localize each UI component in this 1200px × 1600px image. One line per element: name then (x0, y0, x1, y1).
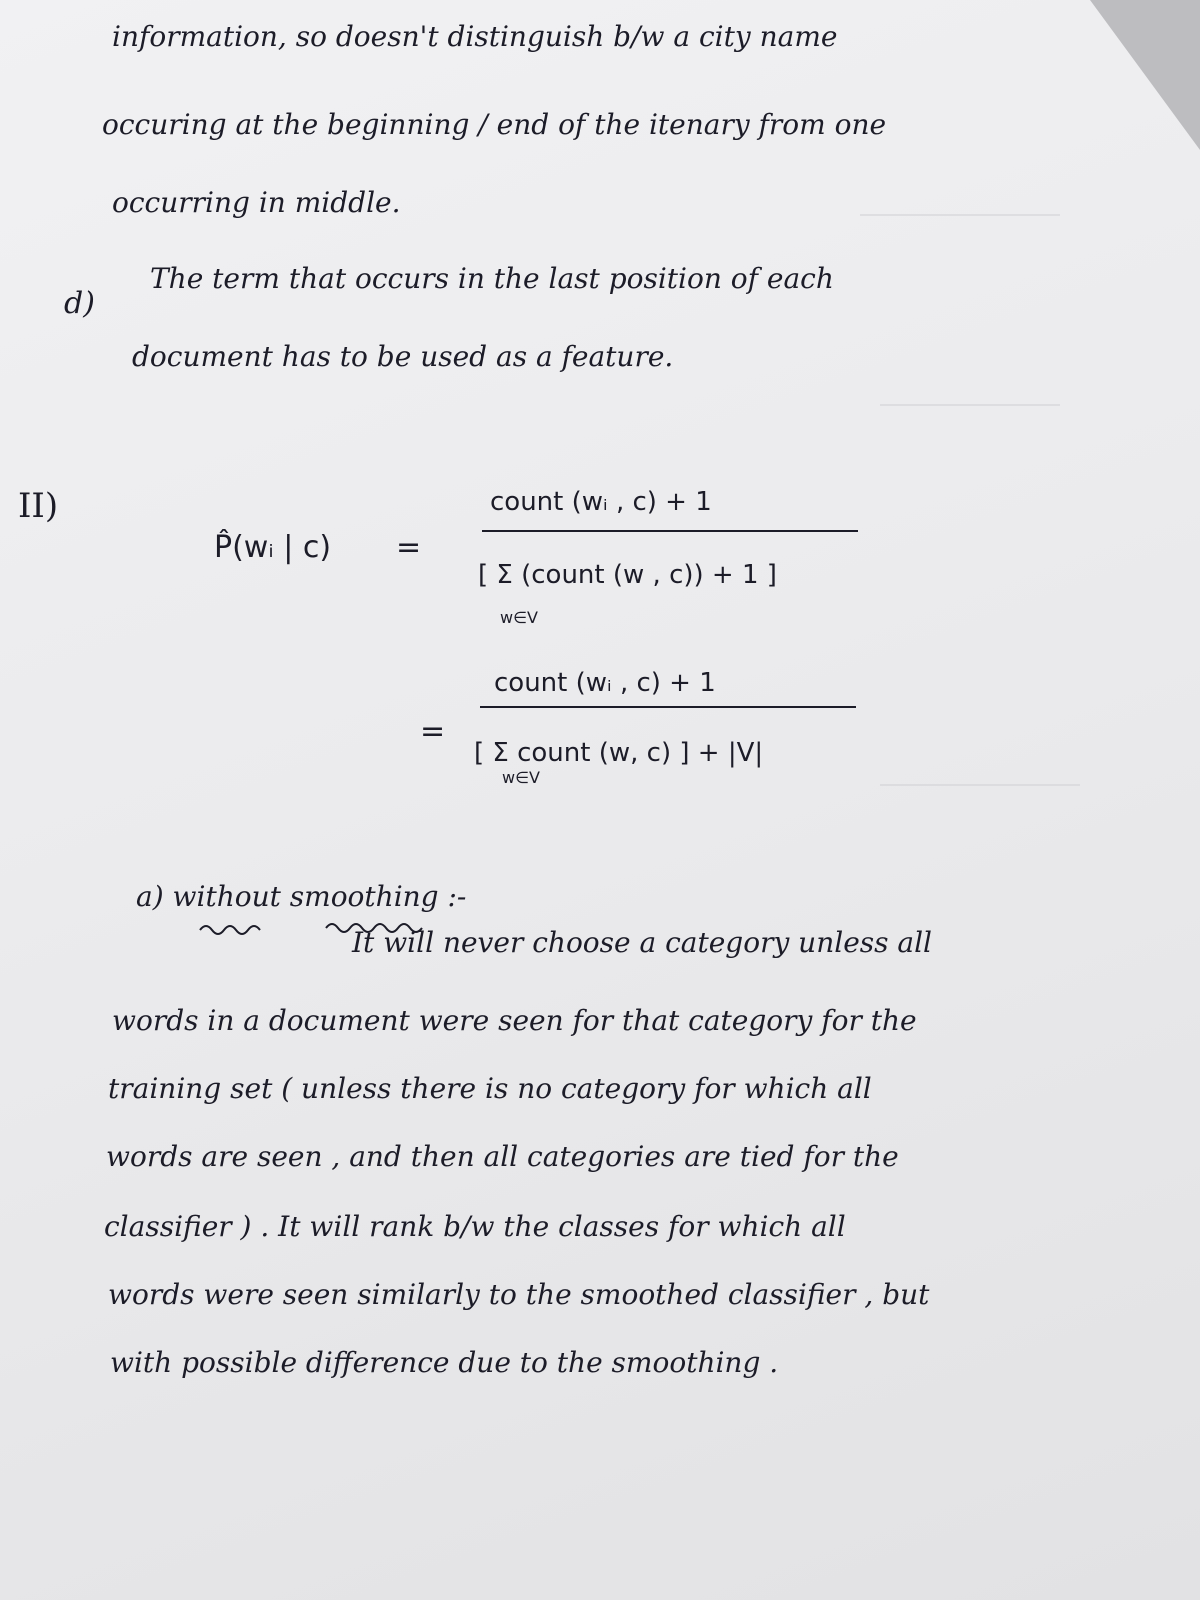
fraction-two-sum-index: w∈V (502, 768, 540, 787)
text-line: with possible difference due to the smoothing . (110, 1346, 779, 1379)
fraction-two-denominator: [ Σ count (w, c) ] + |V| (474, 738, 764, 768)
text-line: occuring at the beginning / end of the itenary from one (102, 108, 887, 141)
text-line: classifier ) . It will rank b/w the classes for which all (104, 1210, 846, 1243)
text-line: words in a document were seen for that category for the (112, 1004, 917, 1037)
text-line: training set ( unless there is no category for which all (108, 1072, 872, 1105)
fraction-one-numerator: count (wᵢ , c) + 1 (490, 487, 712, 517)
text-line: The term that occurs in the last position of each (150, 262, 834, 295)
fraction-two-bar (480, 706, 856, 708)
equals-sign: = (420, 714, 446, 749)
bleed-mark (880, 380, 1060, 406)
probability-lhs: P̂(wᵢ | c) (214, 530, 332, 565)
text-line: words were seen similarly to the smoothed classifier , but (108, 1278, 930, 1311)
fraction-two-numerator: count (wᵢ , c) + 1 (494, 668, 716, 698)
text-line: information, so doesn't distinguish b/w a city name (112, 20, 838, 53)
part-a-heading: a) without smoothing :- (136, 880, 467, 913)
text-line: document has to be used as a feature. (132, 340, 674, 373)
page-corner-shadow (1090, 0, 1200, 150)
text-line: It will never choose a category unless all (352, 926, 933, 959)
fraction-one-sum-index: w∈V (500, 608, 538, 627)
equals-sign: = (396, 530, 422, 565)
bleed-mark (880, 760, 1080, 786)
part-d-label: d) (64, 286, 95, 321)
text-line: occurring in middle. (112, 186, 401, 219)
fraction-one-bar (482, 530, 858, 532)
bleed-mark (860, 190, 1060, 216)
text-line: words are seen , and then all categories are tied for the (106, 1140, 899, 1173)
section-two-label: II) (18, 486, 59, 526)
fraction-one-denominator: [ Σ (count (w , c)) + 1 ] (478, 560, 777, 590)
